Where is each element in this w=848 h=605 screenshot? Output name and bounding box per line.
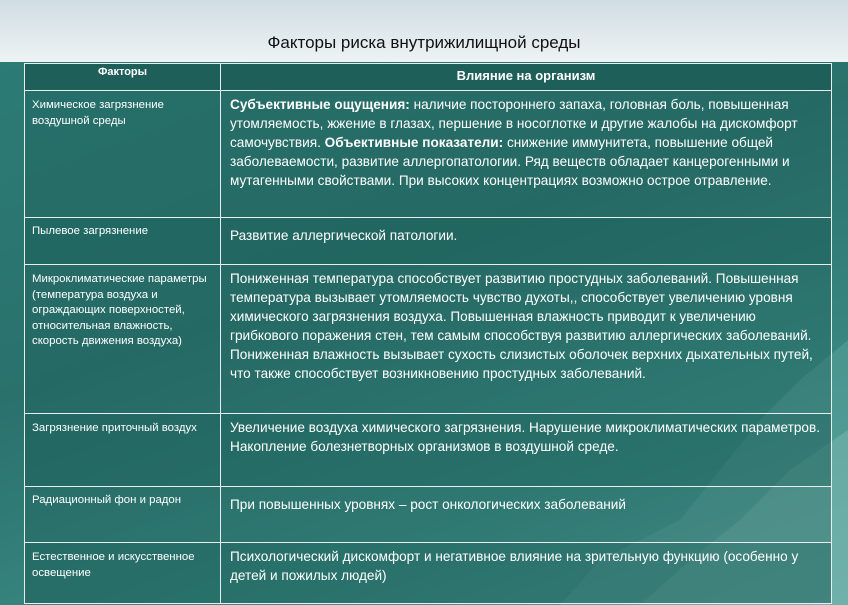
table-row [25,543,832,604]
effect-cell [221,91,832,218]
table-row [25,487,832,543]
effect-subjective-label: Субъективные ощущения: [230,97,410,112]
factor-cell: Микроклиматические параметры (температура воздуха и ограждающих поверхностей, относительная влажность, скорость движения воздуха) [25,265,221,414]
table-row [25,265,832,414]
factor-cell: Химическое загрязнение воздушной среды [25,91,221,218]
header-factors: Факторы [25,64,221,91]
effect-cell: Пониженная температура способствует развитию простудных заболеваний. Повышенная температура вызывает утомляемость чувство духоты,, способствует увеличению уровня химического загрязнения воздуха. Повышенная влажность приводит к увеличению грибкового поражения стен, тем самым способствуя развитию аллергических заболеваний. Пониженная влажность вызывает сухость слизистых оболочек верхних дыхательных путей, что также способствует возникновению простудных заболеваний. [221,265,832,414]
page-title: Факторы риска внутрижилищной среды [267,33,581,52]
factor-cell: Естественное и искусственное освещение [25,543,221,604]
effect-subjective-text: наличие постороннего запаха, головная боль, повышенная утомляемость, жжение в глазах, першение в носоглотке и другие жалобы на дискомфорт самочувствия. [230,97,798,150]
effect-cell: Психологический дискомфорт и негативное влияние на зрительную функцию (особенно у детей и пожилых людей) [221,543,832,604]
factor-cell: Радиационный фон и радон [25,487,221,543]
risk-factors-table [24,63,832,604]
effect-cell: Увеличение воздуха химического загрязнения. Нарушение микроклиматических параметров. Накопление болезнетворных организмов в воздушной среде. [221,414,832,487]
effect-objective-text: снижение иммунитета, повышение общей заболеваемости, развитие аллергопатологии. Ряд веществ обладает канцерогенными и мутагенными свойствами. При высоких концентрациях возможно острое отравление. [230,135,790,188]
table-header-row [25,64,832,91]
effect-cell: Развитие аллергической патологии. [221,218,832,265]
table-row [25,414,832,487]
effect-cell: При повышенных уровнях – рост онкологических заболеваний [221,487,832,543]
table-row [25,218,832,265]
factor-cell: Пылевое загрязнение [25,218,221,265]
factor-cell: Загрязнение приточный воздух [25,414,221,487]
table-row [25,91,832,218]
header-influence: Влияние на организм [221,64,832,91]
effect-objective-label: Объективные показатели: [324,135,504,150]
